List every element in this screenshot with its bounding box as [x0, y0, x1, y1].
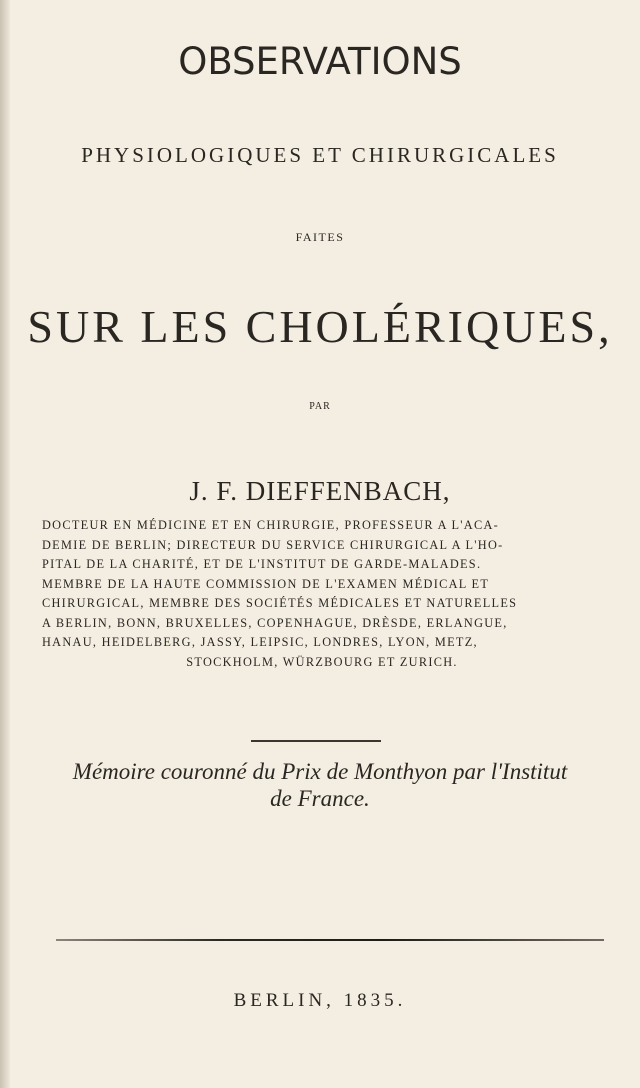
credentials-line: MEMBRE DE LA HAUTE COMMISSION DE L'EXAMEN MÉDICAL ET: [42, 576, 490, 591]
main-title: SUR LES CHOLÉRIQUES,: [27, 301, 613, 352]
imprint: BERLIN, 1835.: [233, 990, 407, 1011]
credentials-line: HANAU, HEIDELBERG, JASSY, LEIPSIC, LONDRES, LYON, METZ,: [42, 635, 478, 649]
credentials-line: DEMIE DE BERLIN; DIRECTEUR DU SERVICE CHIRURGICAL A L'HO-: [42, 537, 504, 552]
par-label: PAR: [309, 401, 331, 412]
credentials-line: PITAL DE LA CHARITÉ, ET DE L'INSTITUT DE GARDE-MALADES.: [42, 557, 482, 571]
credentials-line: STOCKHOLM, WÜRZBOURG ET ZURICH.: [186, 654, 458, 669]
divider-long: [56, 939, 604, 941]
credentials-line: CHIRURGICAL, MEMBRE DES SOCIÉTÉS MÉDICALES ET NATURELLES: [42, 596, 518, 610]
credentials-line: A BERLIN, BONN, BRUXELLES, COPENHAGUE, DRÈSDE, ERLANGUE,: [42, 615, 508, 630]
author-name: J. F. DIEFFENBACH,: [189, 476, 451, 506]
book-title: OBSERVATIONS: [178, 40, 462, 83]
dedication: [30, 758, 610, 812]
credentials-line: DOCTEUR EN MÉDICINE ET EN CHIRURGIE, PROFESSEUR A L'ACA-: [42, 518, 500, 532]
author-credentials: [42, 516, 602, 672]
faites-label: FAITES: [295, 230, 345, 244]
dedication-line: Mémoire couronné du Prix de Monthyon par l'Institut: [72, 759, 568, 784]
dedication-line: de France.: [270, 786, 370, 811]
book-subtitle: PHYSIOLOGIQUES ET CHIRURGICALES: [81, 143, 559, 167]
divider-short: [251, 740, 381, 742]
